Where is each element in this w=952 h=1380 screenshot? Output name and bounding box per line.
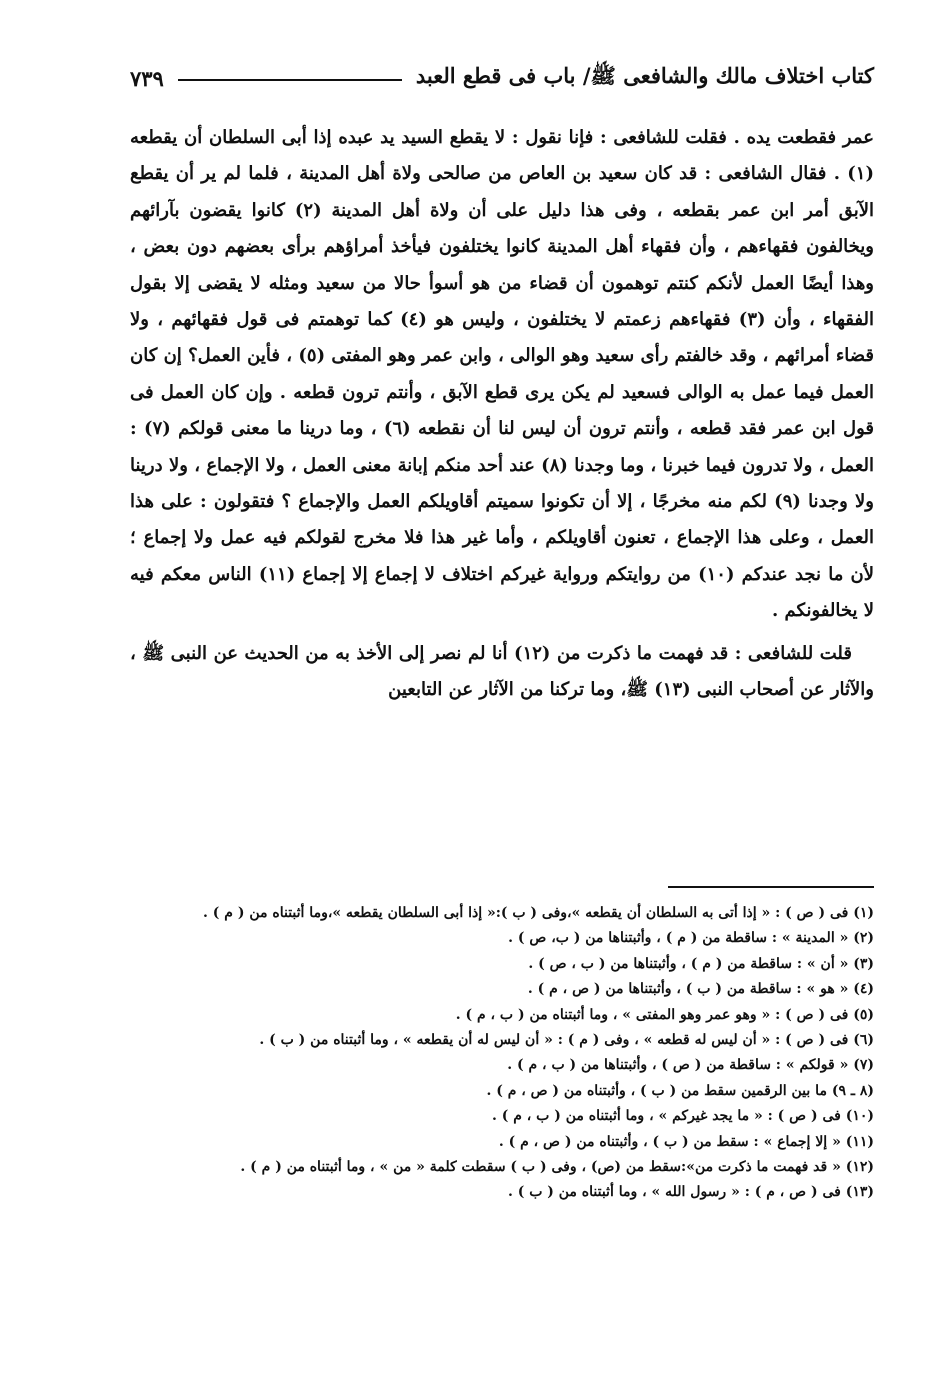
running-header [130, 58, 874, 98]
footnote-2: (٢) « المدينة » : ساقطة من ( م ) ، وأثبتناها من ( ب، ص ) . [508, 930, 874, 947]
main-text [130, 120, 874, 709]
footnotes [130, 901, 874, 1206]
body-paragraph-2: قلت للشافعى : قد فهمت ما ذكرت من (١٢) أنا لم نصر إلى الأخذ به من الحديث عن النبى ﷺ ، والآثار عن أصحاب النبى (١٣) ﷺ، وما تركنا من الآثار عن التابعين [130, 642, 874, 701]
footnote-7: (٧) « قولكم » : ساقطة من ( ص ) ، وأثبتناها من ( ب ، م ) . [507, 1057, 874, 1074]
footnote-4: (٤) « هو » : ساقطة من ( ب ) ، وأثبتناها من ( ص ، م ) . [527, 981, 874, 998]
footnote-5: (٥) فى ( ص ) : « وهو عمر وهو المفتى » ، وما أثبتناه من ( ب ، م ) . [455, 1006, 874, 1023]
footnote-1: (١) فى ( ص ) : « إذا أتى به السلطان أن يقطعه »،وفى ( ب ):« إذا أبى السلطان يقطعه »،وما أثبتناه من ( م ) . [203, 905, 874, 921]
header-rule [178, 79, 402, 81]
footnote-8-9: (٨ ـ ٩) ما بين الرقمين سقط من ( ب ) ، وأثبتناه من ( ص ، م ) . [486, 1082, 874, 1099]
header-title: كتاب اختلاف مالك والشافعى ﷺ/ باب فى قطع العبد [415, 62, 874, 88]
body-paragraph-1: عمر فقطعت يده . فقلت للشافعى : فإنا نقول : لا يقطع السيد يد عبده إذا أبى السلطان أن يقطعه (١) . فقال الشافعى : قد كان سعيد بن العاص من صالحى ولاة أهل المدينة ، فلما لم ير أن يقطع الآبق أمر ابن عمر بقطعه ، وفى هذا دليل على أن ولاة أهل المدينة (٢) كانوا يقضون بآرائهم ويخالفون فقهاءهم ، وأن فقهاء أهل المدينة كانوا يختلفون فيأخذ أمراؤهم برأى بعضهم دون بعض ، وهذا أيضًا العمل لأنكم كنتم توهمون أن قضاء من هو أسوأ حالا من سعيد ومثله لا يقضى إلا بقول الفقهاء ، وأن (٣) فقهاءهم زعمتم لا يختلفون ، وليس هو (٤) كما توهمتم فى قول فقهائهم ، ولا قضاء أمرائهم ، وقد خالفتم رأى سعيد وهو الوالى ، وابن عمر وهو المفتى (٥) ، فأين العمل؟ إن كان العمل فيما عمل به الوالى فسعيد لم يكن يرى قطع الآبق ، وأنتم ترون قطعه . وإن كان العمل فى قول ابن عمر فقد قطعه ، وأنتم ترون أن ليس لنا أن نقطعه (٦) ، وما درينا ما معنى قولكم (٧) : العمل ، ولا تدرون فيما خبرنا ، وما وجدنا (٨) عند أحد منكم إبانة معنى العمل ، ولا الإجماع ، ولا درينا ولا وجدنا (٩) لكم منه مخرجًا ، إلا أن تكونوا سميتم أقاويلكم العمل والإجماع ؟ فتقولون : على هذا العمل ، وعلى هذا الإجماع ، تعنون أقاويلكم ، وأما غير هذا فلا مخرج لقولكم فيه عمل ولا إجماع ؛ لأن ما نجد عندكم (١٠) من روايتكم ورواية غيركم اختلاف لا إجماع إلا إجماع (١١) الناس معكم فيه لا يخالفونكم . [130, 127, 875, 622]
footnote-6: (٦) فى ( ص ) : « أن ليس له قطعه » ، وفى ( م ) : « أن ليس له أن يقطعه » ، وما أثبتناه من ( ب ) . [259, 1032, 874, 1049]
page-number: ٧٣٩ [130, 65, 164, 91]
footnote-13: (١٣) فى ( ص ، م ) : « رسول الله » ، وما أثبتناه من ( ب ) . [507, 1184, 874, 1201]
footnote-12: (١٢) « قد فهمت ما ذكرت من»:سقط من (ص) ، وفى ( ب ) سقطت كلمة « من » ، وما أثبتناه من ( م ) . [240, 1159, 874, 1176]
footnote-3: (٣) « أن » : ساقطة من ( م ) ، وأثبتناها من ( ب ، ص ) . [528, 955, 874, 972]
footnote-11: (١١) « إلا إجماع » : سقط من ( ب ) ، وأثبتناه من ( ص ، م ) . [498, 1133, 874, 1150]
footnote-10: (١٠) فى ( ص ) : « ما يجد غيركم » ، وما أثبتناه من ( ب ، م ) . [491, 1108, 874, 1125]
footnote-separator [668, 886, 874, 888]
